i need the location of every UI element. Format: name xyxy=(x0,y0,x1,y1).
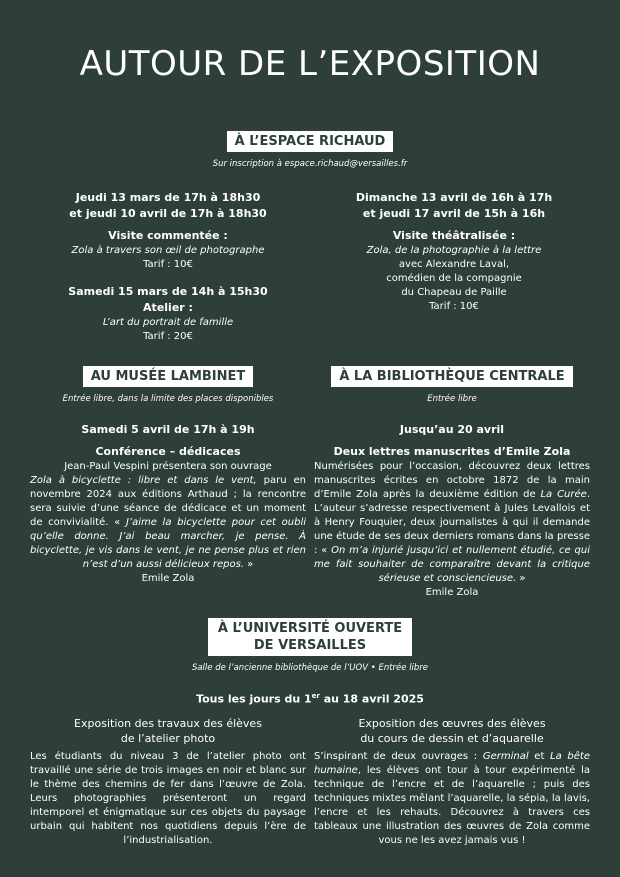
event-detail: du Chapeau de Paille xyxy=(401,287,507,298)
event-description: Zola, de la photographie à la lettre xyxy=(366,245,542,256)
exhibit-title: du cours de dessin et d’aquarelle xyxy=(360,732,544,745)
bibliotheque-column xyxy=(314,422,590,600)
uov-dates: Tous les jours du 1er au 18 avril 2025 xyxy=(196,692,424,706)
uov-label-line2: DE VERSAILLES xyxy=(253,638,367,653)
event-description: Zola à travers son œil de photographe xyxy=(71,245,265,256)
event-date: Jusqu’au 20 avril xyxy=(399,423,505,436)
event-date: et jeudi 17 avril de 15h à 16h xyxy=(362,207,546,220)
exhibit-title: Exposition des œuvres des élèves xyxy=(358,717,546,730)
event-type: Atelier : xyxy=(143,301,193,314)
event-date: Samedi 5 avril de 17h à 19h xyxy=(81,423,255,436)
lambinet-note: Entrée libre, dans la limite des places disponibles xyxy=(62,394,274,404)
event-body: Zola à bicyclette : libre et dans le vent, paru en novembre 2024 aux éditions Arthaud ; la rencontre sera suivie d’une séance de dédicace et un moment de convivialité. « J’aime la bicyclette pour cet oubli qu’elle donne. J’ai beau marcher, je pense. À bicyclette, je vis dans le vent, je ne pense plus et rien n’est d’un aussi délicieux repos. » xyxy=(30,475,307,570)
espace-richaud-note: Sur inscription à espace.richaud@versailles.fr xyxy=(212,159,408,169)
lambinet-column xyxy=(30,422,306,586)
event-detail: avec Alexandre Laval, xyxy=(398,259,510,270)
uov-left-column xyxy=(30,716,306,848)
quote-author: Emile Zola xyxy=(141,573,195,584)
exhibit-title: de l’atelier photo xyxy=(120,732,216,745)
event-date: Samedi 15 mars de 14h à 15h30 xyxy=(68,285,268,298)
event-type: Visite commentée : xyxy=(108,229,228,242)
espace-left-column xyxy=(36,190,300,344)
bibliotheque-label: À LA BIBLIOTHÈQUE CENTRALE xyxy=(331,366,572,387)
lambinet-label: AU MUSÉE LAMBINET xyxy=(83,366,254,387)
uov-right-column xyxy=(314,716,590,848)
uov-label xyxy=(208,618,412,656)
bibliotheque-note: Entrée libre xyxy=(427,394,477,404)
event-price: Tarif : 10€ xyxy=(143,259,193,270)
page-title: AUTOUR DE L’EXPOSITION xyxy=(79,44,541,84)
event-type: Visite théâtralisée : xyxy=(392,229,516,242)
espace-right-column xyxy=(322,190,586,314)
espace-richaud-label: À L’ESPACE RICHAUD xyxy=(227,131,394,152)
event-date: Dimanche 13 avril de 16h à 17h xyxy=(355,191,553,204)
event-date: et jeudi 10 avril de 17h à 18h30 xyxy=(69,207,267,220)
event-intro: Jean-Paul Vespini présentera son ouvrage xyxy=(64,461,272,472)
event-price: Tarif : 10€ xyxy=(429,301,479,312)
uov-label-line1: À L’UNIVERSITÉ OUVERTE xyxy=(217,621,403,636)
uov-header xyxy=(0,618,620,674)
event-description: L’art du portrait de famille xyxy=(102,317,234,328)
event-date: Jeudi 13 mars de 17h à 18h30 xyxy=(75,191,261,204)
event-type: Conférence – dédicaces xyxy=(95,445,241,458)
quote-author: Emile Zola xyxy=(425,587,479,598)
bibliotheque-header xyxy=(314,365,590,405)
event-body: Numérisées pour l’occasion, découvrez deux lettres manuscrites écrites en octobre 1872 de la main d’Emile Zola après la deuxième édition de La Curée. L’auteur s’adresse respectivement à Jules Levallois et à Henry Fouquier, deux journalistes à qui il demande une étude de ses deux derniers romans dans la presse : « On m’a injurié jusqu’ici et nullement étudié, ce qui me fait souhaiter de comparaître devant la critique sérieuse et consciencieuse. » xyxy=(314,461,590,584)
espace-richaud-header xyxy=(0,130,620,170)
event-type: Deux lettres manuscrites d’Emile Zola xyxy=(333,445,571,458)
event-detail: comédien de la compagnie xyxy=(386,273,522,284)
exhibit-title: Exposition des travaux des élèves xyxy=(74,717,262,730)
event-price: Tarif : 20€ xyxy=(143,331,193,342)
lambinet-header xyxy=(30,365,306,405)
exhibit-body: S’inspirant de deux ouvrages : Germinal et La bête humaine, les élèves ont tour à tour expérimenté la technique de l’encre et de l’aquarelle ; puis des techniques mixtes mêlant l’aquarelle, la sépia, la lavis, l’encre et les rehauts. Découvrez à travers ces tableaux une illustration des œuvres de Zola comme vous ne les avez jamais vus ! xyxy=(314,751,590,846)
uov-note: Salle de l’ancienne bibliothèque de l’UOV • Entrée libre xyxy=(191,663,429,673)
exhibit-body: Les étudiants du niveau 3 de l’atelier photo ont travaillé une série de trois images en noir et blanc sur le thème des chemins de fer dans l’œuvre de Zola. Leurs photographies présenteront un regard intemporel et énigmatique sur ces objets du paysage urbain qui habitent nos quotidiens depuis l’ère de l’industrialisation. xyxy=(30,751,306,846)
